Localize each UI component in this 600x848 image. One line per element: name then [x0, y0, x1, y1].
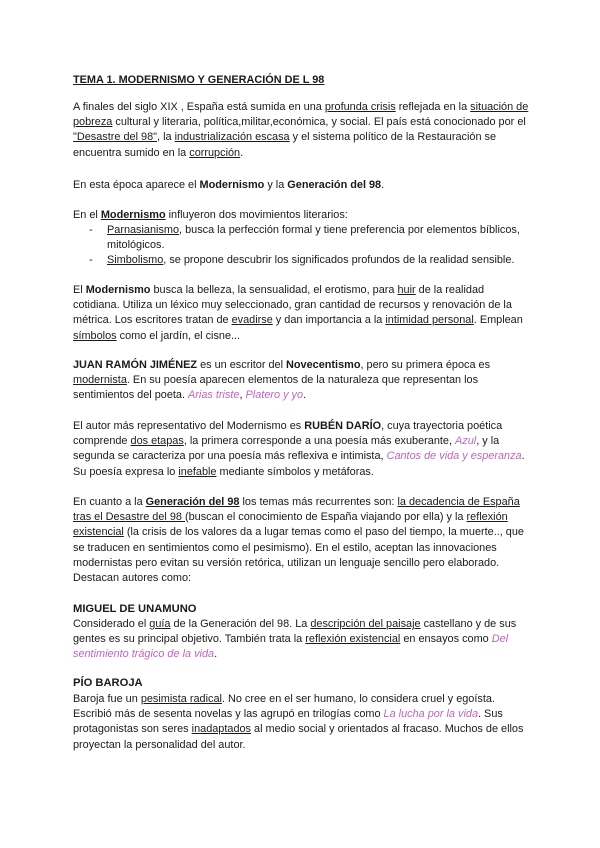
underlined-term: industrialización escasa — [174, 131, 290, 144]
epoch-paragraph: En esta época aparece el Modernismo y la Generación del 98. — [73, 179, 385, 191]
modernism-paragraph: El Modernismo busca la belleza, la sensualidad, el erotismo, para huir de la realidad cotidiana. Utiliza un léxico muy seleccionado, gran cantidad de recursos y renovación de la métrica. Los escritores tratan de evadirse y dan importancia a la intimidad personal. Emplean símbolos como el jardín, el cisne... — [73, 284, 523, 342]
baroja-paragraph: Baroja fue un pesimista radical. No cree en el ser humano, lo considera cruel y egoísta. Escribió más de sesenta novelas y las agrupó en trilogías como La lucha por la vida. Sus protagonistas son seres inadaptados al medio social y orientados al fracaso. Muchos de ellos proyectan la personalidad del autor. — [73, 693, 524, 751]
list-item: - Parnasianismo, busca la perfección formal y tiene preferencia por elementos bíblicos, mitológicos. — [73, 223, 533, 253]
underlined-term: corrupción — [189, 146, 241, 159]
underlined-term: profunda crisis — [324, 101, 396, 113]
dario-paragraph: El autor más representativo del Modernismo es RUBÉN DARÍO, cuya trayectoria poética comprende dos etapas, la primera corresponde a una poesía más exuberante, Azul, y la segunda se caracteriza por una poesía más reflexiva e intimista, Cantos de vida y esperanza. Su poesía expresa lo inefable mediante símbolos y metáforas. — [73, 420, 525, 478]
book-title: Azul — [455, 435, 477, 448]
unamuno-paragraph: Considerado el guía de la Generación del 98. La descripción del paisaje castellano y de sus gentes es su principal objetivo. También trata la reflexión existencial en ensayos como Del sentimiento trágico de la vida. — [73, 618, 517, 661]
unamuno-heading: MIGUEL DE UNAMUNO — [73, 603, 197, 615]
baroja-heading: PÍO BAROJA — [73, 677, 143, 689]
underlined-term: situación de pobreza — [73, 101, 529, 129]
influences-intro: En el Modernismo influyeron dos movimientos literarios: — [73, 209, 348, 221]
list-item: - Simbolismo, se propone descubrir los significados profundos de la realidad sensible. — [73, 253, 533, 268]
underlined-term: "Desastre del 98" — [73, 131, 158, 144]
jimenez-paragraph: JUAN RAMÓN JIMÉNEZ es un escritor del Novecentismo, pero su primera época es modernista. En su poesía aparecen elementos de la naturaleza que representan los sentimientos del poeta. Arias triste, Platero y yo. — [73, 359, 491, 402]
book-title: Arias triste — [188, 389, 240, 402]
page-title: TEMA 1. MODERNISMO Y GENERACIÓN DE L 98 — [73, 74, 325, 86]
book-title: Cantos de vida y esperanza — [386, 450, 522, 463]
movements-list — [73, 223, 533, 269]
generation-98-paragraph: En cuanto a la Generación del 98 los temas más recurrentes son: la decadencia de España tras el Desastre del 98 (buscan el conocimiento de España viajando por ella) y la reflexión existencial (la crisis de los valores da a lugar temas como el paso del tiempo, la muerte.., que se traducen en sentimientos como el pesimismo). En el estilo, aceptan las innovaciones modernistas pero evitan su versión retórica, utilizan un lenguaje sencillo pero elaborado. Destacan autores como: — [73, 496, 524, 585]
book-title: La lucha por la vida — [383, 708, 478, 721]
book-title: Del sentimiento trágico de la vida — [73, 633, 509, 661]
intro-paragraph: A finales del siglo XIX , España está sumida en una profunda crisis reflejada en la situación de pobreza cultural y literaria, política,militar,económica, y social. El país está conocionado por el "Desastre del 98", la industrialización escasa y el sistema político de la Restauración se encuentra sumido en la corrupción. — [73, 101, 529, 159]
book-title: Platero y yo — [245, 389, 304, 402]
